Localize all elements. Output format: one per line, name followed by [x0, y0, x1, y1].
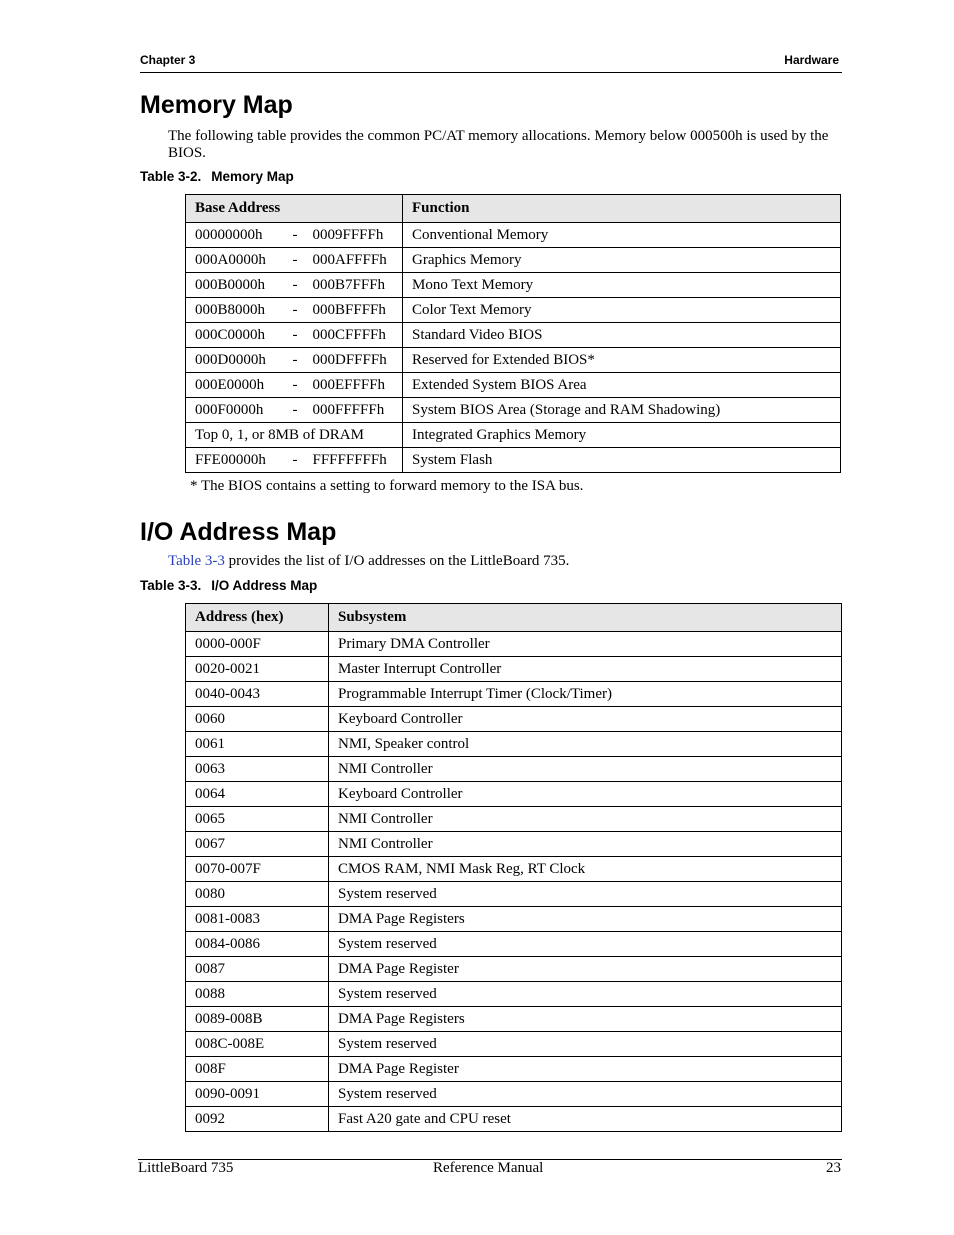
- address-cell: 0087: [186, 957, 329, 982]
- address-cell: 0081-0083: [186, 907, 329, 932]
- function-cell: Color Text Memory: [403, 298, 841, 323]
- io-map-heading: I/O Address Map: [140, 518, 337, 546]
- function-cell: System BIOS Area (Storage and RAM Shadowing): [403, 398, 841, 423]
- range-separator-cell: -: [287, 448, 304, 473]
- range-separator-cell: -: [287, 248, 304, 273]
- subsystem-cell: Primary DMA Controller: [329, 632, 842, 657]
- address-cell: 0064: [186, 782, 329, 807]
- table-row: [186, 782, 842, 807]
- column-header: Base Address: [186, 195, 403, 223]
- address-cell: 0089-008B: [186, 1007, 329, 1032]
- table-row: [186, 1032, 842, 1057]
- table-row: [186, 682, 842, 707]
- section-label: Hardware: [784, 53, 839, 67]
- table-row: [186, 248, 841, 273]
- subsystem-cell: System reserved: [329, 1082, 842, 1107]
- table-row: [186, 373, 841, 398]
- table-header-row: [186, 604, 842, 632]
- range-start-cell: 00000000h: [186, 223, 287, 248]
- subsystem-cell: DMA Page Registers: [329, 907, 842, 932]
- subsystem-cell: Programmable Interrupt Timer (Clock/Timer): [329, 682, 842, 707]
- table-row: [186, 423, 841, 448]
- table-row: [186, 832, 842, 857]
- range-separator-cell: -: [287, 223, 304, 248]
- column-header: Address (hex): [186, 604, 329, 632]
- subsystem-cell: NMI Controller: [329, 757, 842, 782]
- table-row: [186, 298, 841, 323]
- caption-label: Table 3-2.: [140, 169, 202, 184]
- footer-product: LittleBoard 735: [138, 1160, 234, 1176]
- table-row: [186, 732, 842, 757]
- page-number: 23: [826, 1160, 841, 1176]
- column-header: Subsystem: [329, 604, 842, 632]
- subsystem-cell: Keyboard Controller: [329, 782, 842, 807]
- table-3-3-link[interactable]: Table 3-3: [168, 553, 225, 569]
- table-row: [186, 1082, 842, 1107]
- function-cell: Mono Text Memory: [403, 273, 841, 298]
- table-row: [186, 273, 841, 298]
- memory-map-caption: [140, 169, 294, 184]
- address-cell: 0000-000F: [186, 632, 329, 657]
- subsystem-cell: NMI Controller: [329, 807, 842, 832]
- subsystem-cell: Master Interrupt Controller: [329, 657, 842, 682]
- table-row: [186, 448, 841, 473]
- table-row: [186, 932, 842, 957]
- subsystem-cell: DMA Page Register: [329, 1057, 842, 1082]
- table-row: [186, 398, 841, 423]
- footer-doc-title: Reference Manual: [433, 1160, 544, 1176]
- range-start-cell: 000B8000h: [186, 298, 287, 323]
- range-start-cell: 000C0000h: [186, 323, 287, 348]
- table-row: [186, 907, 842, 932]
- caption-title: I/O Address Map: [211, 578, 318, 593]
- subsystem-cell: Keyboard Controller: [329, 707, 842, 732]
- function-cell: Extended System BIOS Area: [403, 373, 841, 398]
- range-separator-cell: -: [287, 273, 304, 298]
- address-cell: 0090-0091: [186, 1082, 329, 1107]
- address-cell: 0060: [186, 707, 329, 732]
- address-cell: 0080: [186, 882, 329, 907]
- chapter-label: Chapter 3: [140, 53, 196, 67]
- subsystem-cell: DMA Page Register: [329, 957, 842, 982]
- address-cell: 0065: [186, 807, 329, 832]
- table-row: [186, 348, 841, 373]
- range-end-cell: 000AFFFFh: [304, 248, 403, 273]
- io-map-intro-text: provides the list of I/O addresses on the LittleBoard 735.: [224, 553, 570, 569]
- subsystem-cell: NMI Controller: [329, 832, 842, 857]
- caption-title: Memory Map: [211, 169, 294, 184]
- function-cell: Graphics Memory: [403, 248, 841, 273]
- address-cell: 0070-007F: [186, 857, 329, 882]
- table-row: [186, 223, 841, 248]
- address-cell: 0088: [186, 982, 329, 1007]
- table-row: [186, 882, 842, 907]
- subsystem-cell: Fast A20 gate and CPU reset: [329, 1107, 842, 1132]
- io-address-map-table: [185, 603, 842, 1132]
- address-cell: 0067: [186, 832, 329, 857]
- range-separator-cell: -: [287, 373, 304, 398]
- range-end-cell: 000CFFFFh: [304, 323, 403, 348]
- range-start-cell: 000E0000h: [186, 373, 287, 398]
- range-separator-cell: -: [287, 323, 304, 348]
- memory-map-table: [185, 194, 841, 473]
- subsystem-cell: System reserved: [329, 982, 842, 1007]
- range-end-cell: 000BFFFFh: [304, 298, 403, 323]
- address-cell: 0061: [186, 732, 329, 757]
- subsystem-cell: DMA Page Registers: [329, 1007, 842, 1032]
- range-start-cell: 000F0000h: [186, 398, 287, 423]
- subsystem-cell: System reserved: [329, 932, 842, 957]
- table-row: [186, 807, 842, 832]
- running-header: [140, 52, 842, 73]
- range-end-cell: FFFFFFFFh: [304, 448, 403, 473]
- table-row: [186, 757, 842, 782]
- table-header-row: [186, 195, 841, 223]
- caption-label: Table 3-3.: [140, 578, 202, 593]
- range-separator-cell: -: [287, 398, 304, 423]
- function-cell: Conventional Memory: [403, 223, 841, 248]
- memory-map-intro: The following table provides the common PC/AT memory allocations. Memory below 000500h is used by the BIOS.: [168, 128, 829, 161]
- table-row: [186, 982, 842, 1007]
- range-separator-cell: -: [287, 348, 304, 373]
- function-cell: Integrated Graphics Memory: [403, 423, 841, 448]
- subsystem-cell: CMOS RAM, NMI Mask Reg, RT Clock: [329, 857, 842, 882]
- address-cell: 0092: [186, 1107, 329, 1132]
- address-cell: 0084-0086: [186, 932, 329, 957]
- io-map-caption: [140, 578, 317, 593]
- table-row: [186, 857, 842, 882]
- io-map-intro: [168, 553, 848, 570]
- table-row: [186, 1107, 842, 1132]
- range-start-cell: FFE00000h: [186, 448, 287, 473]
- page-footer: [138, 1159, 842, 1176]
- subsystem-cell: NMI, Speaker control: [329, 732, 842, 757]
- subsystem-cell: System reserved: [329, 1032, 842, 1057]
- address-cell: 008F: [186, 1057, 329, 1082]
- table-row: [186, 707, 842, 732]
- function-cell: Reserved for Extended BIOS*: [403, 348, 841, 373]
- address-cell: 0020-0021: [186, 657, 329, 682]
- range-start-cell: 000A0000h: [186, 248, 287, 273]
- address-cell: 0063: [186, 757, 329, 782]
- range-end-cell: 0009FFFFh: [304, 223, 403, 248]
- range-end-cell: 000DFFFFh: [304, 348, 403, 373]
- range-separator-cell: -: [287, 298, 304, 323]
- table-row: [186, 1007, 842, 1032]
- table-row: [186, 1057, 842, 1082]
- range-end-cell: 000EFFFFh: [304, 373, 403, 398]
- table-row: [186, 657, 842, 682]
- range-end-cell: 000B7FFFh: [304, 273, 403, 298]
- memory-map-footnote: * The BIOS contains a setting to forward memory to the ISA bus.: [190, 478, 584, 494]
- function-cell: System Flash: [403, 448, 841, 473]
- subsystem-cell: System reserved: [329, 882, 842, 907]
- memory-map-heading: Memory Map: [140, 91, 293, 119]
- address-cell: 008C-008E: [186, 1032, 329, 1057]
- table-row: [186, 323, 841, 348]
- table-row: [186, 632, 842, 657]
- range-start-cell: 000D0000h: [186, 348, 287, 373]
- range-end-cell: 000FFFFFh: [304, 398, 403, 423]
- range-start-cell: 000B0000h: [186, 273, 287, 298]
- column-header: Function: [403, 195, 841, 223]
- address-cell: Top 0, 1, or 8MB of DRAM: [186, 423, 403, 448]
- function-cell: Standard Video BIOS: [403, 323, 841, 348]
- address-cell: 0040-0043: [186, 682, 329, 707]
- table-row: [186, 957, 842, 982]
